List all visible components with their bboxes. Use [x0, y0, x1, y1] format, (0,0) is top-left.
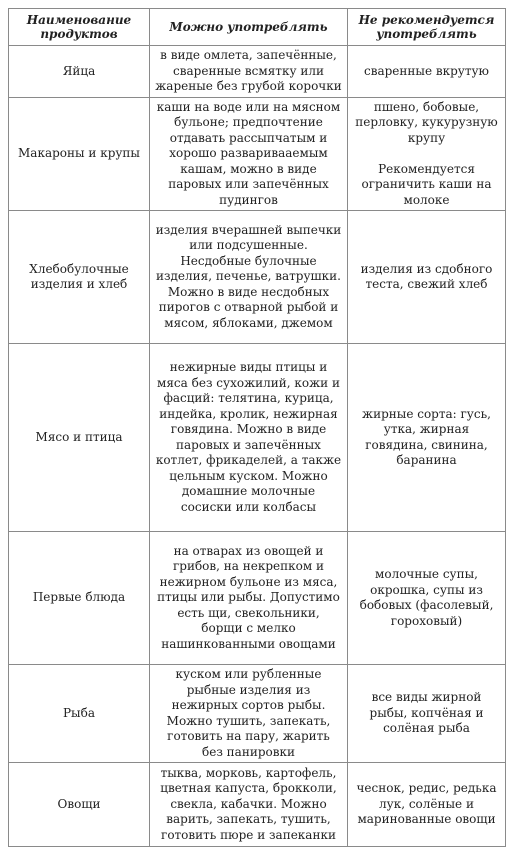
table-row	[9, 344, 506, 532]
table-row	[9, 46, 506, 98]
header-row	[9, 9, 506, 46]
table-row	[9, 763, 506, 847]
not-recommended-cell: молочные супы, окрошка, супы из бобовых (фасолевый, гороховый)	[348, 532, 506, 665]
product-cell: Овощи	[9, 763, 150, 847]
not-recommended-cell: изделия из сдобного теста, свежий хлеб	[348, 211, 506, 344]
table-row	[9, 97, 506, 211]
allowed-cell: тыква, морковь, картофель, цветная капуста, брокколи, свекла, кабачки. Можно варить, запекать, тушить, готовить пюре и запеканки	[150, 763, 348, 847]
not-recommended-cell: сваренные вкрутую	[348, 46, 506, 98]
allowed-cell: нежирные виды птицы и мяса без сухожилий, кожи и фасций: телятина, курица, индейка, кролик, нежирная говядина. Можно в виде паровых и запечённых котлет, фрикаделей, а также цельным куском. Можно домашние молочные сосиски или колбасы	[150, 344, 348, 532]
allowed-cell: каши на воде или на мясном бульоне; предпочтение отдавать рассыпчатым и хорошо разваривааемым кашам, можно в виде паровых или запечённых пудингов	[150, 97, 348, 211]
allowed-cell: в виде омлета, запечённые, сваренные всмятку или жареные без грубой корочки	[150, 46, 348, 98]
allowed-cell: на отварах из овощей и грибов, на некрепком и нежирном бульоне из мяса, птицы или рыбы. Допустимо есть щи, свекольники, борщи с мелко нашинкованными овощами	[150, 532, 348, 665]
allowed-cell: куском или рубленные рыбные изделия из нежирных сортов рыбы. Можно тушить, запекать, готовить на пару, жарить без панировки	[150, 665, 348, 763]
product-cell: Мясо и птица	[9, 344, 150, 532]
not-recommended-cell: чеснок, редис, редька лук, солёные и маринованные овощи	[348, 763, 506, 847]
table-row	[9, 532, 506, 665]
header-product: Наименование продуктов	[9, 9, 150, 46]
not-recommended-cell: пшено, бобовые, перловку, кукурузную крупу Рекомендуется ограничить каши на молоке	[348, 97, 506, 211]
diet-table	[8, 8, 506, 847]
product-cell: Макароны и крупы	[9, 97, 150, 211]
not-recommended-cell: жирные сорта: гусь, утка, жирная говядина, свинина, баранина	[348, 344, 506, 532]
product-cell: Хлебобулочные изделия и хлеб	[9, 211, 150, 344]
header-not-recommended: Не рекомендуется употреблять	[348, 9, 506, 46]
header-allowed: Можно употреблять	[150, 9, 348, 46]
table-row	[9, 211, 506, 344]
not-recommended-cell: все виды жирной рыбы, копчёная и солёная рыба	[348, 665, 506, 763]
table-row	[9, 665, 506, 763]
product-cell: Рыба	[9, 665, 150, 763]
product-cell: Первые блюда	[9, 532, 150, 665]
product-cell: Яйца	[9, 46, 150, 98]
allowed-cell: изделия вчерашней выпечки или подсушенные. Несдобные булочные изделия, печенье, ватрушки. Можно в виде несдобных пирогов с отварной рыбой и мясом, яблоками, джемом	[150, 211, 348, 344]
